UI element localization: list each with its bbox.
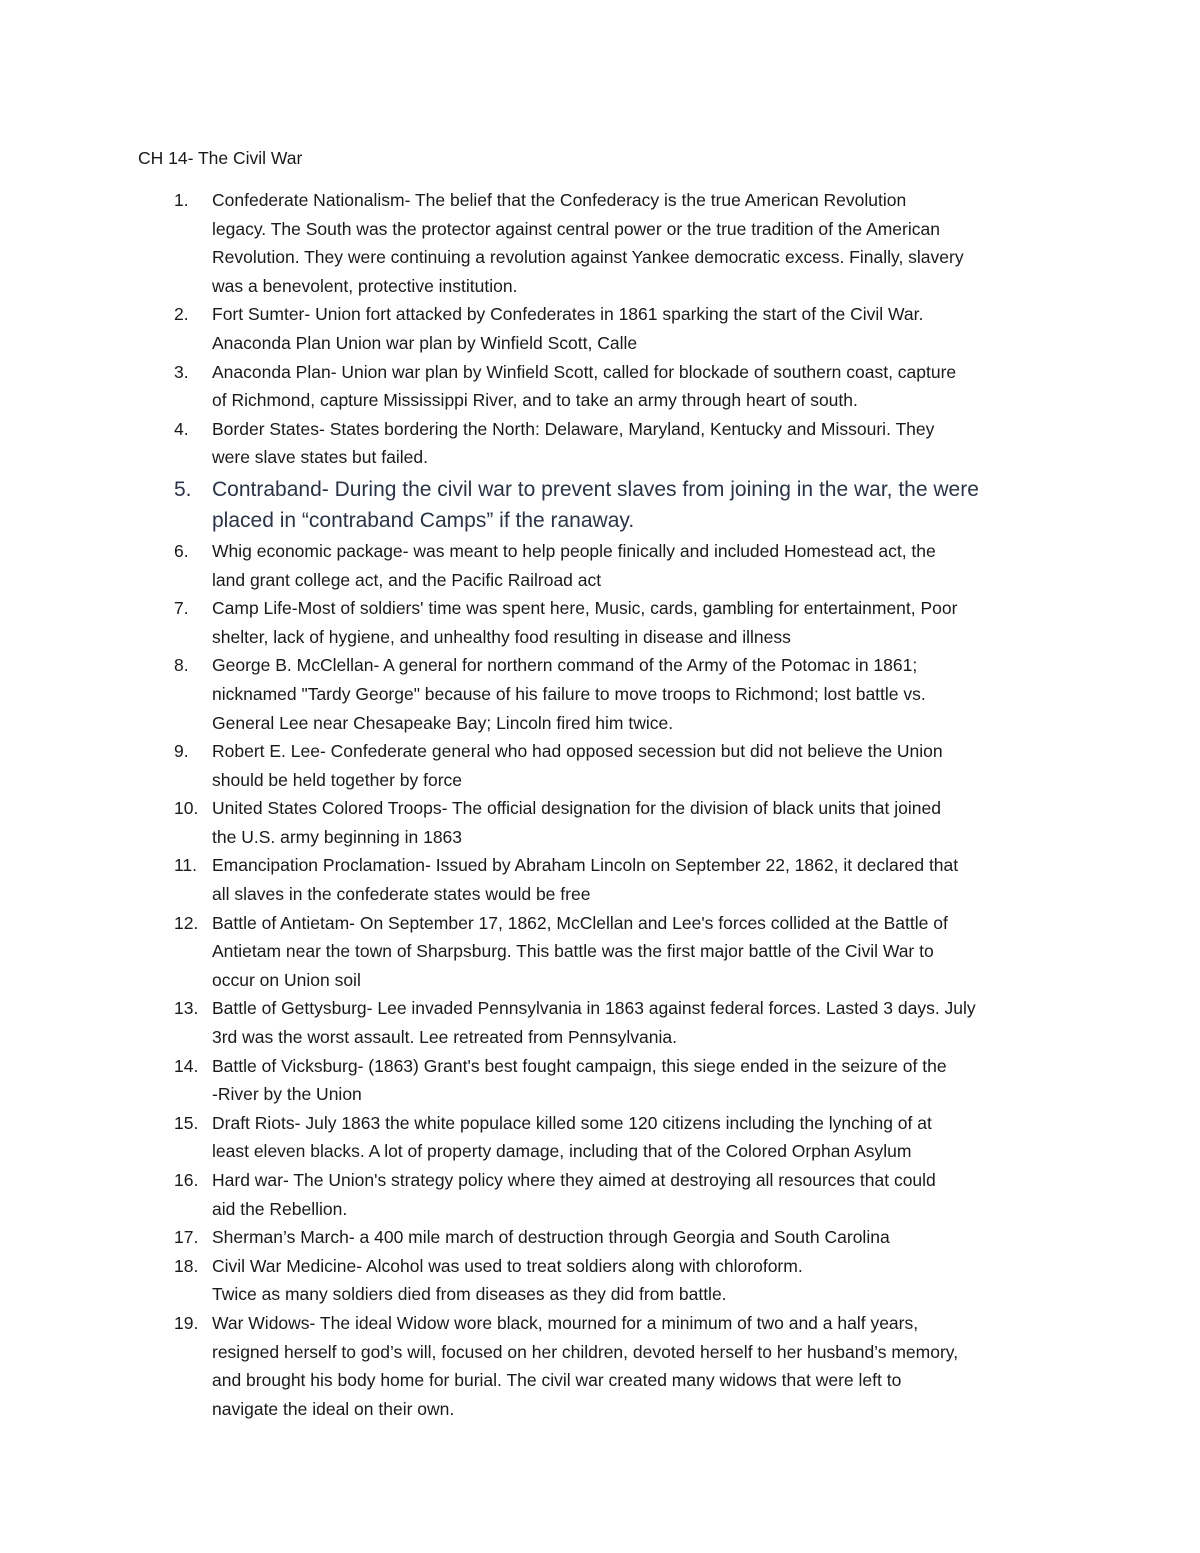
item-number: 2. bbox=[174, 304, 189, 325]
item-number: 15. bbox=[174, 1112, 199, 1133]
item-number: 5. bbox=[174, 477, 192, 501]
item-text: Battle of Antietam- On September 17, 1862, McClellan and Lee's forces collided at the Battle of Antietam near the town of Sharpsburg. This battle was the first major battle of the Civil War to occur on Union soil bbox=[212, 912, 948, 990]
list-item bbox=[138, 1309, 1078, 1423]
list-item bbox=[138, 1166, 1078, 1223]
list-item bbox=[138, 358, 1078, 415]
item-text: Confederate Nationalism- The belief that the Confederacy is the true American Revolution legacy. The South was the protector against central power or the true tradition of the American Revolution. They were continuing a revolution against Yankee democratic excess. Finally, slavery was a benevolent, protective institution. bbox=[212, 190, 964, 296]
item-number: 13. bbox=[174, 998, 199, 1019]
item-number: 6. bbox=[174, 540, 189, 561]
item-number: 9. bbox=[174, 741, 189, 762]
item-text: George B. McClellan- A general for northern command of the Army of the Potomac in 1861; nicknamed "Tardy George" because of his failure to move troops to Richmond; lost battle vs. General Lee near Chesapeake Bay; Lincoln fired him twice. bbox=[212, 655, 926, 733]
item-text: Civil War Medicine- Alcohol was used to treat soldiers along with chloroform. Twice as many soldiers died from diseases as they did from battle. bbox=[212, 1255, 803, 1305]
list-item bbox=[138, 300, 1078, 357]
item-text: United States Colored Troops- The official designation for the division of black units that joined the U.S. army beginning in 1863 bbox=[212, 798, 941, 847]
list-item bbox=[138, 1109, 1078, 1166]
item-text: Robert E. Lee- Confederate general who had opposed secession but did not believe the Union should be held together by force bbox=[212, 741, 943, 790]
item-text: Battle of Vicksburg- (1863) Grant's best fought campaign, this siege ended in the seizure of the -River by the Union bbox=[212, 1055, 947, 1105]
item-text: Border States- States bordering the North: Delaware, Maryland, Kentucky and Missouri. They were slave states but failed. bbox=[212, 418, 935, 468]
list-item bbox=[138, 794, 1078, 851]
item-number: 12. bbox=[174, 912, 199, 933]
item-text: Contraband- During the civil war to prevent slaves from joining in the war, the were placed in “contraband Camps” if the ranaway. bbox=[212, 477, 979, 532]
item-text: Whig economic package- was meant to help people finically and included Homestead act, the land grant college act, and the Pacific Railroad act bbox=[212, 540, 936, 590]
list-item bbox=[138, 594, 1078, 651]
list-item bbox=[138, 1223, 1078, 1252]
term-list bbox=[138, 186, 1078, 1423]
item-text: Sherman’s March- a 400 mile march of destruction through Georgia and South Carolina bbox=[212, 1227, 890, 1248]
item-text: Fort Sumter- Union fort attacked by Confederates in 1861 sparking the start of the Civil War. Anaconda Plan Union war plan by Winfield Scott, Calle bbox=[212, 304, 924, 353]
item-number: 11. bbox=[174, 855, 198, 876]
item-text: War Widows- The ideal Widow wore black, mourned for a minimum of two and a half years, resigned herself to god’s will, focused on her children, devoted herself to her husband’s memory, and brought his body home for burial. The civil war created many widows that were left to navigate the ideal on their own. bbox=[212, 1312, 959, 1419]
item-number: 19. bbox=[174, 1312, 199, 1333]
item-number: 14. bbox=[174, 1055, 199, 1076]
list-item bbox=[138, 737, 1078, 794]
item-text: Emancipation Proclamation- Issued by Abraham Lincoln on September 22, 1862, it declared that all slaves in the confederate states would be free bbox=[212, 855, 959, 905]
item-number: 16. bbox=[174, 1170, 199, 1190]
item-number: 18. bbox=[174, 1255, 199, 1276]
list-item bbox=[138, 415, 1078, 472]
list-item bbox=[138, 994, 1078, 1051]
list-item bbox=[138, 1052, 1078, 1109]
item-text: Battle of Gettysburg- Lee invaded Pennsylvania in 1863 against federal forces. Lasted 3 days. July 3rd was the worst assault. Lee retreated from Pennsylvania. bbox=[212, 998, 976, 1048]
item-text: Hard war- The Union's strategy policy where they aimed at destroying all resources that could aid the Rebellion. bbox=[212, 1170, 936, 1219]
list-item bbox=[138, 651, 1078, 737]
list-item-emphasized bbox=[138, 474, 1078, 536]
item-number: 7. bbox=[174, 598, 189, 619]
list-item bbox=[138, 909, 1078, 995]
list-item bbox=[138, 1252, 1078, 1309]
list-item bbox=[138, 186, 1078, 300]
item-text: Camp Life-Most of soldiers' time was spent here, Music, cards, gambling for entertainment, Poor shelter, lack of hygiene, and unhealthy food resulting in disease and illness bbox=[212, 598, 958, 647]
list-item bbox=[138, 851, 1078, 908]
page-title: CH 14- The Civil War bbox=[138, 148, 303, 168]
item-text: Draft Riots- July 1863 the white populace killed some 120 citizens including the lynching of at least eleven blacks. A lot of property damage, including that of the Colored Orphan Asylum bbox=[212, 1112, 932, 1162]
item-number: 17. bbox=[174, 1227, 199, 1248]
item-number: 3. bbox=[174, 361, 189, 382]
item-text: Anaconda Plan- Union war plan by Winfield Scott, called for blockade of southern coast, capture of Richmond, capture Mississippi River, and to take an army through heart of south. bbox=[212, 361, 957, 411]
item-number: 4. bbox=[174, 418, 189, 439]
item-number: 8. bbox=[174, 655, 189, 676]
item-number: 10. bbox=[174, 798, 199, 819]
list-item bbox=[138, 537, 1078, 594]
item-number: 1. bbox=[174, 190, 189, 210]
